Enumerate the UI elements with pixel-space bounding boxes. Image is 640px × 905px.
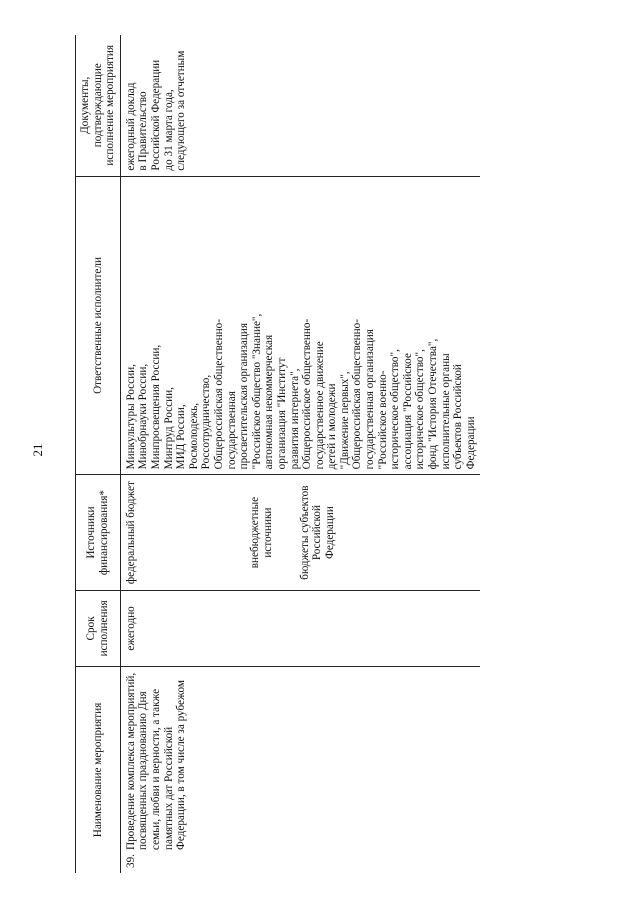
responsible-line: государственная bbox=[225, 391, 238, 470]
responsible-line: "Российское общество "Знание", bbox=[250, 313, 263, 470]
documents-list bbox=[125, 40, 188, 171]
document-line: Российской Федерации bbox=[149, 59, 162, 171]
source-federal-budget: федеральный бюджет bbox=[124, 481, 137, 585]
responsible-line: Федерации bbox=[464, 416, 477, 470]
table-header-row bbox=[76, 35, 121, 873]
header-term: Срок исполнения bbox=[76, 590, 121, 666]
responsible-line: государственное движение bbox=[313, 341, 326, 470]
source-regional-budgets: бюджеты субъектов Российской Федерации bbox=[298, 485, 336, 580]
document-line: до 31 марта года, bbox=[162, 89, 175, 171]
responsible-line: фонд "История Отечества", bbox=[427, 338, 440, 470]
responsible-line: МИД России, bbox=[175, 404, 188, 470]
responsible-line: Общероссийская общественно- bbox=[212, 319, 225, 470]
table-row bbox=[120, 35, 480, 873]
responsible-line: Минтруд России, bbox=[162, 387, 175, 470]
document-line: ежегодный доклад bbox=[124, 82, 137, 171]
cell-term: ежегодно bbox=[120, 590, 480, 666]
responsible-line: просветительская организация bbox=[238, 322, 251, 470]
responsible-line: Общероссийская общественно- bbox=[351, 319, 364, 470]
responsible-list bbox=[125, 182, 478, 470]
rotated-table-sheet bbox=[75, 35, 575, 873]
responsible-line: "Движение первых", bbox=[338, 371, 351, 470]
responsible-line: детей и молодежи bbox=[326, 383, 339, 470]
responsible-line: развития интернета", bbox=[288, 368, 301, 470]
responsible-line: Росмолодежь, bbox=[187, 402, 200, 470]
responsible-line: "Российское военно- bbox=[376, 370, 389, 470]
header-documents: Документы, подтверждающие исполнение мероприятия bbox=[76, 35, 121, 176]
page-number: 21 bbox=[30, 443, 45, 457]
header-funding-sources: Источники финансирования* bbox=[76, 475, 121, 590]
responsible-line: Россотрудничество, bbox=[200, 374, 213, 470]
responsible-line: историческое общество", bbox=[389, 349, 402, 470]
cell-funding-sources bbox=[120, 475, 480, 590]
row-number: 39. bbox=[124, 854, 137, 868]
source-extrabudgetary: внебюджетные источники bbox=[249, 496, 274, 569]
cell-responsible bbox=[120, 176, 480, 475]
header-responsible: Ответственные исполнители bbox=[76, 176, 121, 475]
header-event-name: Наименование мероприятия bbox=[76, 666, 121, 873]
responsible-line: автономная некоммерческая bbox=[263, 334, 276, 470]
responsible-line: Общероссийское общественно- bbox=[301, 318, 314, 470]
cell-documents bbox=[120, 35, 480, 176]
responsible-line: Минкультуры России, bbox=[124, 364, 137, 470]
document-line: следующего за отчетным bbox=[175, 50, 188, 171]
responsible-line: субъектов Российской bbox=[452, 364, 465, 470]
cell-event-name bbox=[120, 666, 480, 873]
responsible-line: ассоциация "Российское bbox=[401, 353, 414, 470]
responsible-line: государственная организация bbox=[364, 329, 377, 470]
responsible-line: Минобрнауки России, bbox=[137, 363, 150, 470]
responsible-line: исполнительные органы bbox=[439, 353, 452, 470]
responsible-line: Минпросвещения России, bbox=[149, 344, 162, 470]
responsible-line: историческое общество", bbox=[414, 349, 427, 470]
event-name-text: Проведение комплекса мероприятий, посвященных празднованию Дня семьи, любви и верности, а также памятных дат Российской Федерации, в том числе за рубежом bbox=[124, 672, 188, 850]
document-line: в Правительство bbox=[137, 91, 150, 171]
events-table bbox=[75, 35, 480, 873]
responsible-line: организация "Институт bbox=[275, 357, 288, 470]
